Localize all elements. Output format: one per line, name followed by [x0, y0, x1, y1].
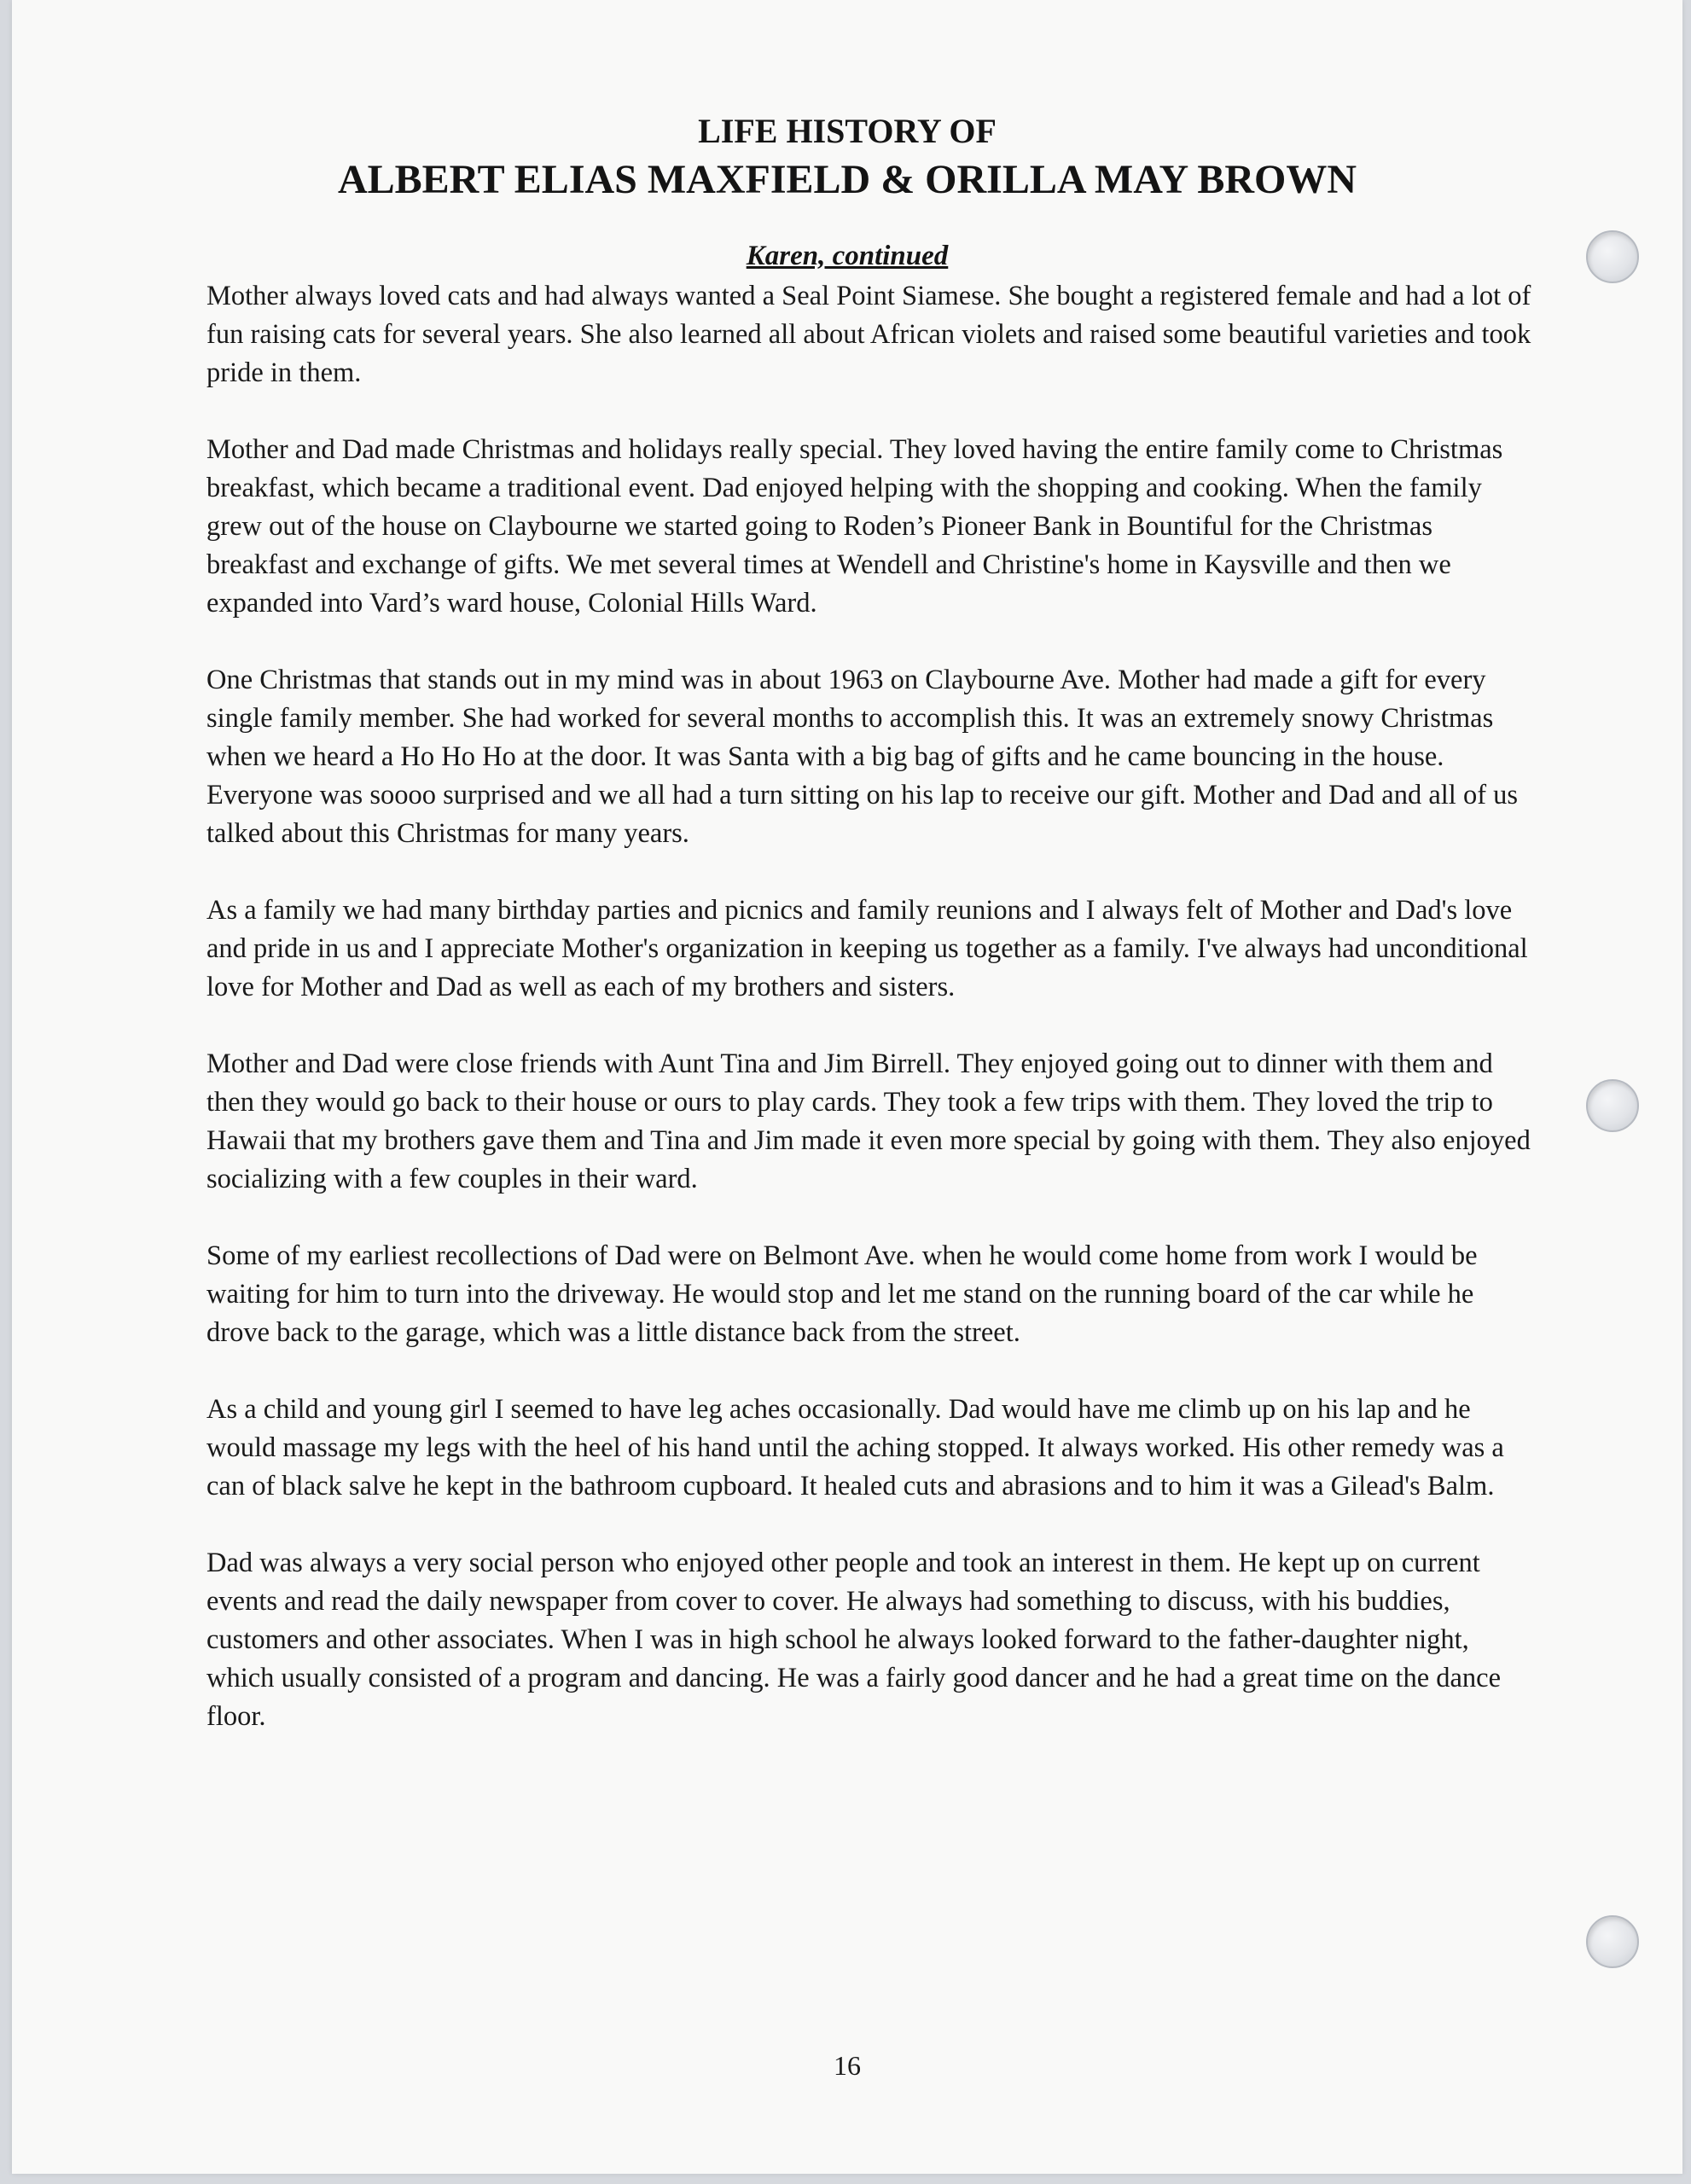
- paragraph: Mother always loved cats and had always wanted a Seal Point Siamese. She bought a registered female and had a lot of fun raising cats for several years. She also learned all about African violets and raised some beautiful varieties and took pride in them.: [206, 281, 1531, 388]
- paragraph: Dad was always a very social person who enjoyed other people and took an interest in them. He kept up on current events and read the daily newspaper from cover to cover. He always had something to discuss, with his buddies, customers and other associates. When I was in high school he always looked forward to the father-daughter night, which usually consisted of a program and dancing. He was a fairly good dancer and he had a great time on the dance floor.: [206, 1548, 1502, 1732]
- section-heading: Karen, continued: [746, 241, 949, 271]
- body-text: [206, 277, 1533, 1774]
- binder-hole-middle: [1586, 1079, 1639, 1132]
- binder-hole-bottom: [1586, 1915, 1639, 1968]
- paragraph: One Christmas that stands out in my mind was in about 1963 on Claybourne Ave. Mother had made a gift for every single family member. She had worked for several months to accomplish this. It was an extremely snowy Christmas when we heard a Ho Ho Ho at the door. It was Santa with a big bag of gifts and he came bouncing in the house. Everyone was soooo surprised and we all had a turn sitting on his lap to receive our gift. Mother and Dad and all of us talked about this Christmas for many years.: [206, 665, 1519, 849]
- document-title-line2: ALBERT ELIAS MAXFIELD & ORILLA MAY BROWN: [337, 157, 1357, 202]
- paragraph: Some of my earliest recollections of Dad were on Belmont Ave. when he would come home from work I would be waiting for him to turn into the driveway. He would stop and let me stand on the running board of the car while he drove back to the garage, which was a little distance back from the street.: [206, 1240, 1478, 1348]
- paragraph: As a family we had many birthday parties and picnics and family reunions and I always felt of Mother and Dad's love and pride in us and I appreciate Mother's organization in keeping us together as a family. I've always had unconditional love for Mother and Dad as well as each of my brothers and sisters.: [206, 895, 1528, 1002]
- paragraph: Mother and Dad were close friends with Aunt Tina and Jim Birrell. They enjoyed going out to dinner with them and then they would go back to their house or ours to play cards. They took a few trips with them. They loved the trip to Hawaii that my brothers gave them and Tina and Jim made it even more special by going with them. They also enjoyed socializing with a few couples in their ward.: [206, 1048, 1531, 1194]
- paragraph: Mother and Dad made Christmas and holidays really special. They loved having the entire family come to Christmas breakfast, which became a traditional event. Dad enjoyed helping with the shopping and cooking. When the family grew out of the house on Claybourne we started going to Roden’s Pioneer Bank in Bountiful for the Christmas breakfast and exchange of gifts. We met several times at Wendell and Christine's home in Kaysville and then we expanded into Vard’s ward house, Colonial Hills Ward.: [206, 434, 1503, 619]
- document-page: [12, 0, 1682, 2174]
- page-number: 16: [834, 2050, 861, 2081]
- document-title-line1: LIFE HISTORY OF: [698, 112, 997, 150]
- paragraph: As a child and young girl I seemed to have leg aches occasionally. Dad would have me climb up on his lap and he would massage my legs with the heel of his hand until the aching stopped. It always worked. His other remedy was a can of black salve he kept in the bathroom cupboard. It healed cuts and abrasions and to him it was a Gilead's Balm.: [206, 1394, 1504, 1502]
